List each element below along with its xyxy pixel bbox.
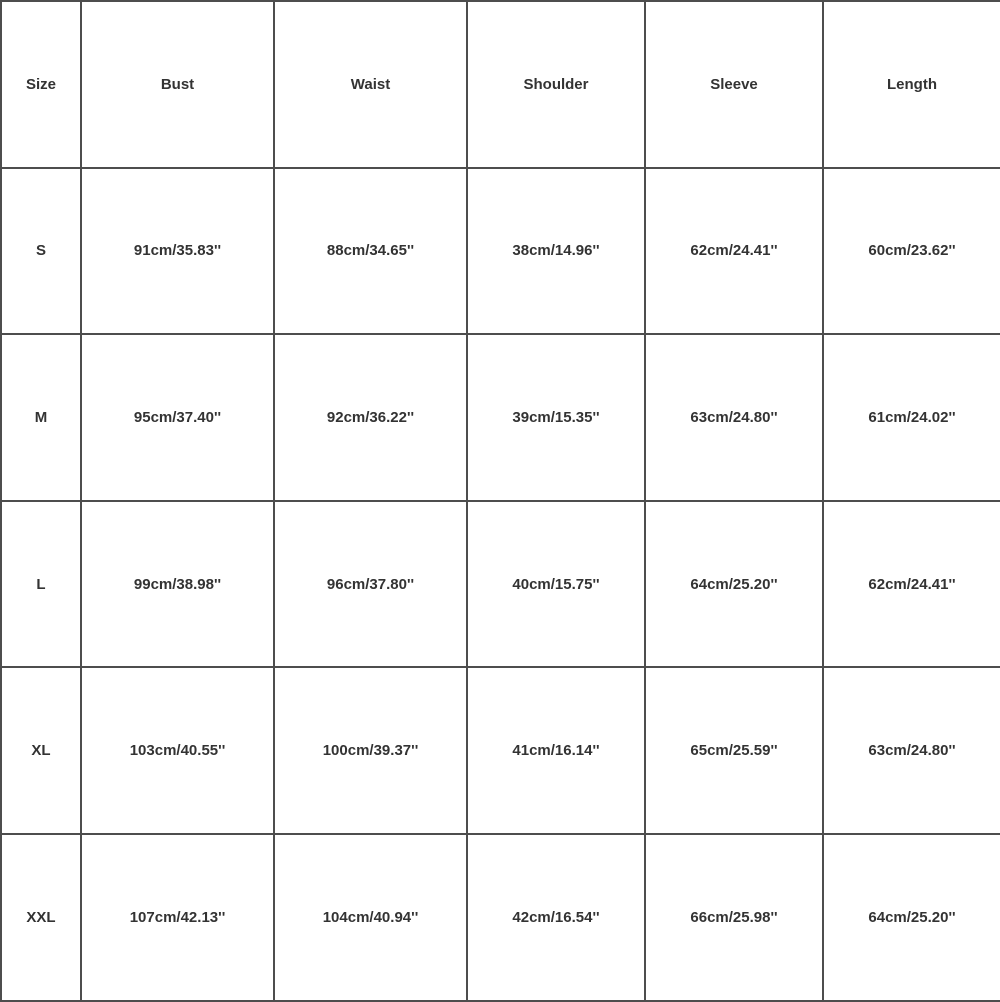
bust-cell: 95cm/37.40'': [81, 334, 274, 501]
table-row: [1, 168, 1000, 335]
header-bust: Bust: [81, 1, 274, 168]
length-cell: 62cm/24.41'': [823, 501, 1000, 668]
shoulder-cell: 42cm/16.54'': [467, 834, 645, 1001]
table-row: [1, 834, 1000, 1001]
table-row: [1, 667, 1000, 834]
table-row: [1, 501, 1000, 668]
length-cell: 64cm/25.20'': [823, 834, 1000, 1001]
waist-cell: 92cm/36.22'': [274, 334, 467, 501]
shoulder-cell: 38cm/14.96'': [467, 168, 645, 335]
length-cell: 61cm/24.02'': [823, 334, 1000, 501]
header-shoulder: Shoulder: [467, 1, 645, 168]
waist-cell: 100cm/39.37'': [274, 667, 467, 834]
header-waist: Waist: [274, 1, 467, 168]
waist-cell: 96cm/37.80'': [274, 501, 467, 668]
size-cell: S: [1, 168, 81, 335]
bust-cell: 99cm/38.98'': [81, 501, 274, 668]
shoulder-cell: 40cm/15.75'': [467, 501, 645, 668]
bust-cell: 107cm/42.13'': [81, 834, 274, 1001]
sleeve-cell: 65cm/25.59'': [645, 667, 823, 834]
shoulder-cell: 41cm/16.14'': [467, 667, 645, 834]
sleeve-cell: 66cm/25.98'': [645, 834, 823, 1001]
size-cell: XXL: [1, 834, 81, 1001]
sleeve-cell: 64cm/25.20'': [645, 501, 823, 668]
shoulder-cell: 39cm/15.35'': [467, 334, 645, 501]
header-size: Size: [1, 1, 81, 168]
bust-cell: 103cm/40.55'': [81, 667, 274, 834]
header-sleeve: Sleeve: [645, 1, 823, 168]
waist-cell: 104cm/40.94'': [274, 834, 467, 1001]
sleeve-cell: 63cm/24.80'': [645, 334, 823, 501]
size-cell: L: [1, 501, 81, 668]
header-length: Length: [823, 1, 1000, 168]
length-cell: 60cm/23.62'': [823, 168, 1000, 335]
waist-cell: 88cm/34.65'': [274, 168, 467, 335]
header-row: [1, 1, 1000, 168]
length-cell: 63cm/24.80'': [823, 667, 1000, 834]
table-row: [1, 334, 1000, 501]
sleeve-cell: 62cm/24.41'': [645, 168, 823, 335]
size-cell: XL: [1, 667, 81, 834]
bust-cell: 91cm/35.83'': [81, 168, 274, 335]
size-cell: M: [1, 334, 81, 501]
